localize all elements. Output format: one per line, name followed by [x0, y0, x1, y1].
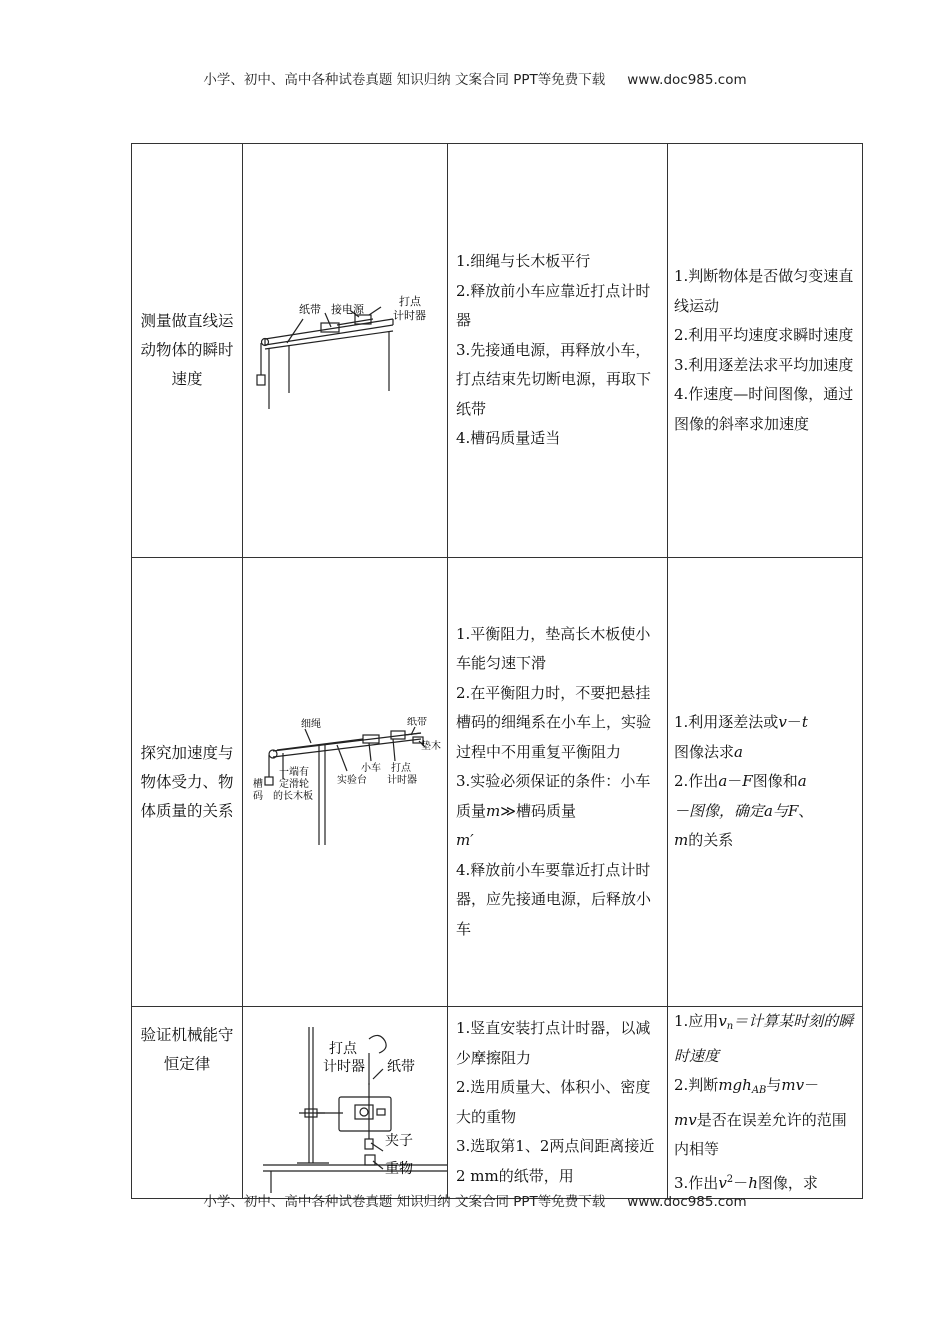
notes-cell — [448, 558, 668, 1007]
use-text: 3.作出 — [674, 1173, 719, 1192]
use-text: 的关系 — [688, 831, 734, 850]
use-text: 图像和 — [752, 772, 798, 791]
math-m: m — [674, 831, 689, 850]
cart-label: 小车 — [361, 763, 381, 774]
note: 1.竖直安装打点计时器，以减少摩擦阻力 — [456, 1019, 651, 1067]
use-item: 2.利用平均速度求瞬时速度 — [674, 326, 854, 344]
use-text: 图像，求 — [757, 1173, 818, 1192]
use-item — [674, 708, 856, 767]
math-v: v — [718, 1012, 727, 1030]
math-superscript: 2 — [726, 1173, 734, 1185]
math-subscript: n — [726, 1021, 734, 1032]
footer-site: www.doc985.com — [627, 1194, 747, 1210]
weight-label-1: 槽 — [253, 779, 263, 790]
paper-tape-label: 纸带 — [299, 302, 321, 316]
note: 3.先接通电源，再释放小车，打点结束先切断电源，再取下纸带 — [456, 340, 652, 418]
header-site: www.doc985.com — [627, 72, 747, 88]
math-F: F — [742, 772, 753, 791]
note-text: 3.实验必须保证的条件：小车质量 — [456, 772, 651, 820]
use-text: －图像，确定a与 — [674, 801, 788, 820]
math-h: h — [748, 1173, 758, 1192]
note: 2.释放前小车应靠近打点计时器 — [456, 281, 651, 330]
uses-cell — [668, 1007, 863, 1199]
page-header — [0, 68, 950, 88]
experiment-name: 测量做直线运动物体的瞬时速度 — [132, 144, 243, 558]
timer-label-2: 计时器 — [393, 308, 426, 322]
math-mv: mv — [781, 1076, 805, 1094]
math-m-prime: m′ — [456, 831, 474, 850]
use-text: ＝计算某时刻的瞬时速度 — [674, 1012, 854, 1065]
board-label-2: 定滑轮 — [279, 779, 309, 790]
note: 4.释放前小车要靠近打点计时器，应先接通电源，后释放小车 — [456, 860, 652, 938]
page-footer — [0, 1190, 950, 1210]
notes-cell — [448, 144, 668, 558]
footer-text: 小学、初中、高中各种试卷真题 知识归纳 文案合同 PPT等免费下载 — [203, 1194, 606, 1210]
experiment-name: 验证机械能守恒定律 — [132, 1007, 243, 1199]
paper-tape-label: 纸带 — [407, 717, 427, 728]
timer-label-1: 打点 — [391, 763, 411, 774]
table-row — [132, 144, 863, 558]
table-row — [132, 1007, 863, 1199]
uses-cell — [668, 558, 863, 1007]
weight-label-2: 码 — [253, 791, 263, 802]
note: 4.槽码质量适当 — [456, 429, 561, 448]
apparatus-figure-cell — [243, 1007, 448, 1199]
motion-apparatus-diagram — [243, 291, 447, 411]
experiment-name: 探究加速度与物体受力、物体质量的关系 — [132, 558, 243, 1007]
math-a: a — [718, 772, 728, 791]
acceleration-apparatus-diagram — [243, 717, 447, 847]
math-v: v — [778, 713, 787, 732]
use-text: 图像法求 — [674, 742, 735, 761]
board-label-1: 一端有 — [279, 767, 309, 778]
use-text: 2.作出 — [674, 772, 719, 791]
note: 1.细绳与长木板平行 — [456, 252, 591, 271]
math-subscript: AB — [751, 1085, 767, 1096]
uses-cell — [668, 144, 863, 558]
use-text: － — [733, 1173, 749, 1192]
use-text: 是否在误差允许的范围内相等 — [674, 1110, 847, 1158]
math-mgh: mgh — [718, 1076, 752, 1094]
energy-apparatus-diagram — [243, 1013, 447, 1193]
use-text: 1.应用 — [674, 1012, 719, 1030]
use-text: － — [804, 1076, 820, 1094]
apparatus-figure-cell — [243, 144, 448, 558]
use-text: 2.判断 — [674, 1076, 719, 1094]
board-label-3: 的长木板 — [273, 791, 313, 802]
table-row — [132, 558, 863, 1007]
math-a: a — [797, 772, 807, 791]
apparatus-figure-cell — [243, 558, 448, 1007]
use-item — [674, 767, 856, 856]
use-text: 与 — [766, 1076, 782, 1094]
use-item: 1.判断物体是否做匀变速直线运动 — [674, 267, 854, 315]
experiment-table — [131, 143, 863, 1199]
note — [456, 767, 659, 856]
note: 2.选用质量大、体积小、密度大的重物 — [456, 1078, 651, 1126]
note: 1.平衡阻力，垫高长木板使小车能匀速下滑 — [456, 624, 651, 673]
math-m: m — [486, 801, 501, 820]
clip-label: 夹子 — [385, 1132, 413, 1149]
note: 2.在平衡阻力时，不要把悬挂槽码的细绳系在小车上，实验过程中不用重复平衡阻力 — [456, 683, 652, 761]
note-text: ≫槽码质量 — [500, 801, 576, 820]
use-item — [674, 1071, 856, 1165]
note: 3.选取第1、2两点间距离接近2 mm的纸带，用 — [456, 1137, 655, 1185]
timer-label-2: 计时器 — [387, 775, 417, 786]
rope-label: 细绳 — [301, 719, 321, 730]
timer-label-1: 打点 — [329, 1040, 357, 1057]
use-item: 4.作速度—时间图像，通过图像的斜率求加速度 — [674, 385, 854, 433]
use-item: 3.利用逐差法求平均加速度 — [674, 355, 854, 374]
use-item — [674, 1007, 856, 1071]
timer-label-2: 计时器 — [323, 1058, 365, 1075]
use-text: － — [727, 772, 743, 791]
use-text: 1.利用逐差法或 — [674, 713, 779, 732]
math-F: F — [787, 801, 799, 820]
bench-label: 实验台 — [337, 775, 367, 786]
header-text: 小学、初中、高中各种试卷真题 知识归纳 文案合同 PPT等免费下载 — [203, 72, 606, 88]
use-text: 、 — [798, 801, 814, 820]
math-mv: mv — [674, 1110, 697, 1129]
notes-cell — [448, 1007, 668, 1199]
math-t: t — [801, 713, 808, 732]
pad-label: 垫木 — [421, 741, 441, 752]
timer-label-1: 打点 — [399, 294, 421, 308]
power-label: 接电源 — [331, 302, 364, 316]
paper-tape-label: 纸带 — [387, 1058, 415, 1075]
math-v: v — [718, 1173, 727, 1192]
weight-label: 重物 — [385, 1160, 413, 1177]
use-text: － — [786, 713, 802, 732]
math-a: a — [734, 742, 743, 761]
